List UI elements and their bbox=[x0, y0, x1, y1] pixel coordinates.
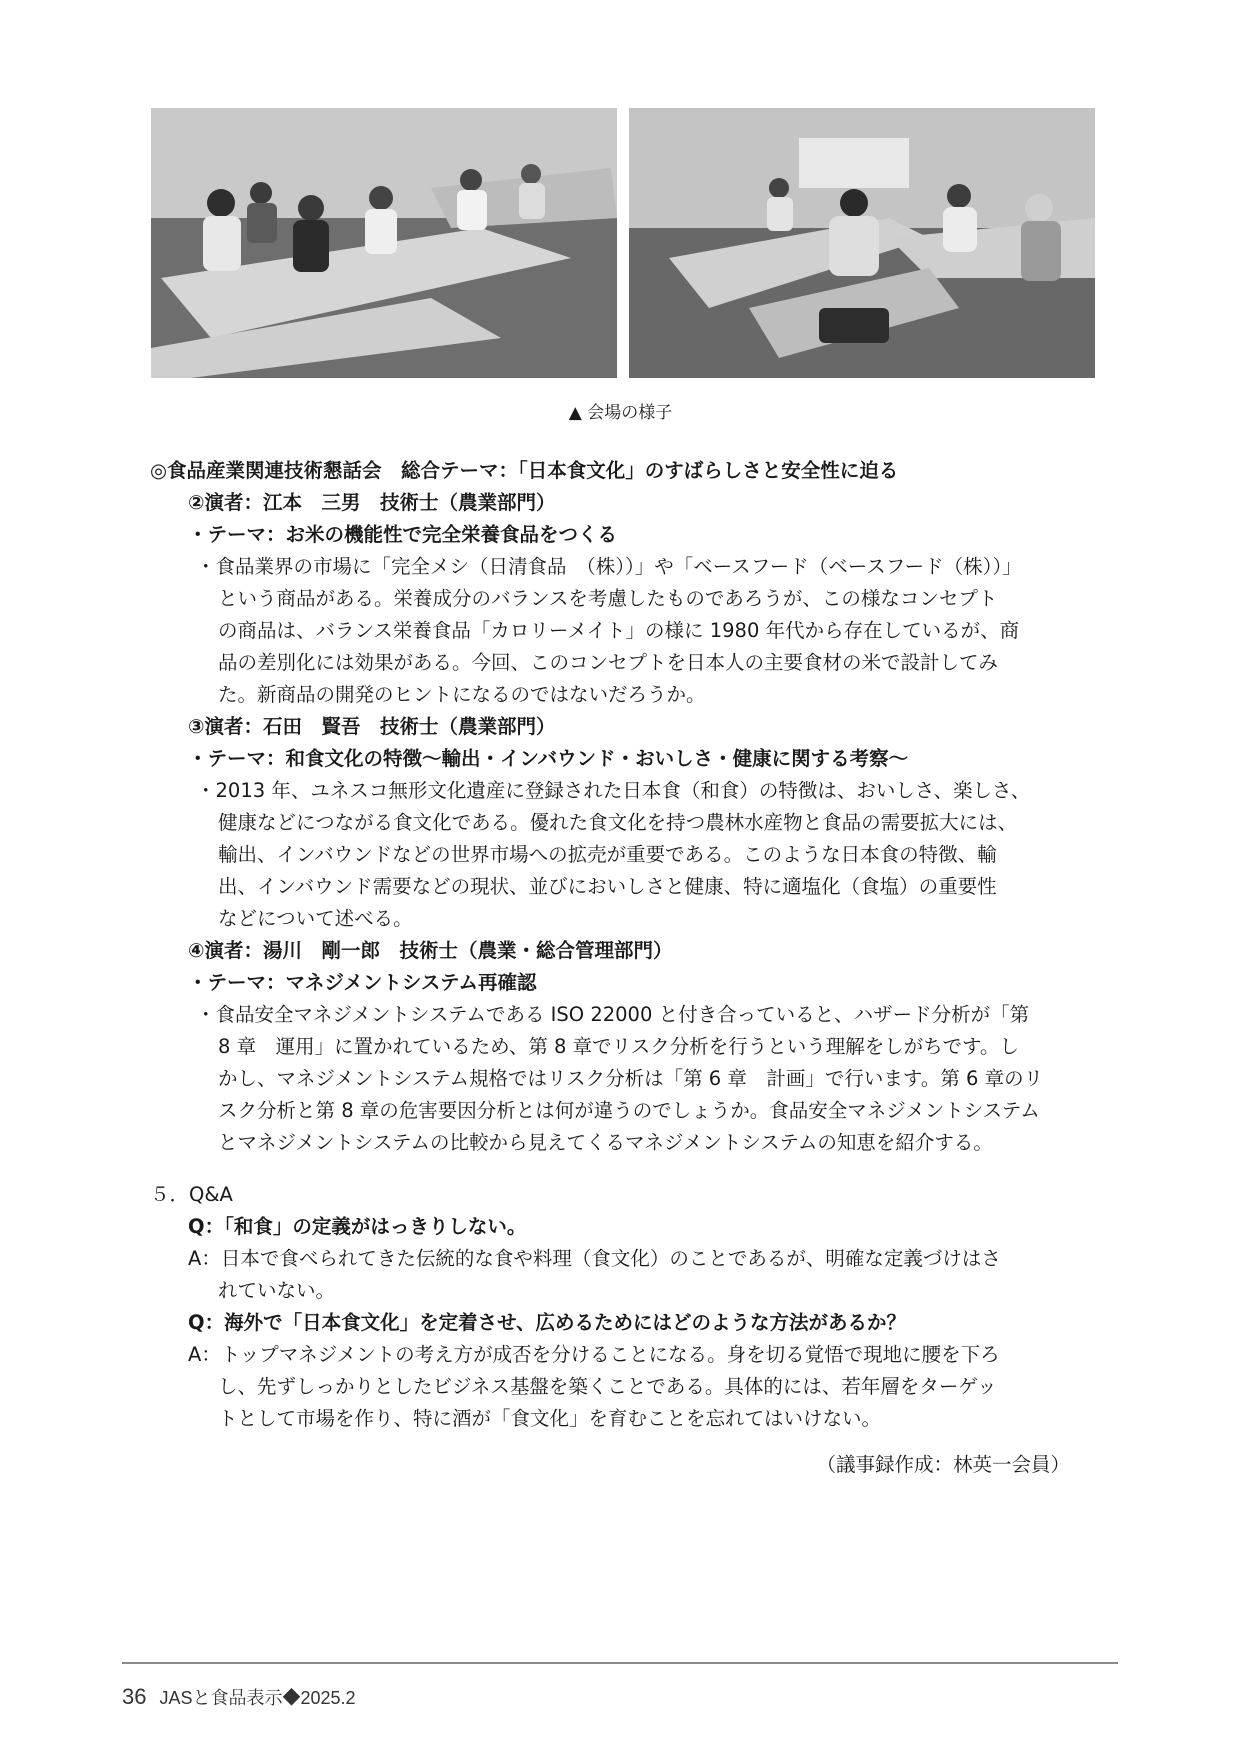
publication-name: JASと食品表示◆2025.2 bbox=[159, 1688, 356, 1708]
text-line: かし、マネジメントシステム規格ではリスク分析は「第 6 章 計画」で行います。第 6 章のリ bbox=[218, 1067, 1044, 1090]
text-line: 出、インバウンド需要などの現状、並びにおいしさと健康、特に適塩化（食塩）の重要性 bbox=[218, 875, 997, 898]
text-line: た。新商品の開発のヒントになるのではないだろうか。 bbox=[218, 683, 706, 706]
text-line: 輸出、インバウンドなどの世界市場への拡売が重要である。このような日本食の特徴、輸 bbox=[218, 843, 997, 866]
text-line: スク分析と第 8 章の危害要因分析とは何が違うのでしょうか。食品安全マネジメントシステム bbox=[218, 1099, 1040, 1122]
text-line: ・テーマ：マネジメントシステム再確認 bbox=[188, 971, 537, 994]
text-line: し、先ずしっかりとしたビジネス基盤を築くことである。具体的には、若年層をターゲッ bbox=[218, 1375, 997, 1398]
text-line: 健康などにつながる食文化である。優れた食文化を持つ農林水産物と食品の需要拡大には、 bbox=[218, 811, 1018, 834]
article-body bbox=[150, 455, 1100, 1481]
text-line: という商品がある。栄養成分のバランスを考慮したものであろうが、この様なコンセプト bbox=[218, 587, 998, 610]
text-line: ③演者：石田 賢吾 技術士（農業部門） bbox=[188, 715, 556, 738]
text-line: A：トップマネジメントの考え方が成否を分けることになる。身を切る覚悟で現地に腰を下ろ bbox=[188, 1343, 1000, 1366]
text-line: ④演者：湯川 剛一郎 技術士（農業・総合管理部門） bbox=[188, 939, 673, 962]
text-line: の商品は、バランス栄養食品「カロリーメイト」の様に 1980 年代から存在しているが、商 bbox=[218, 619, 1020, 642]
venue-photo-right bbox=[629, 108, 1095, 378]
page-footer bbox=[122, 1684, 356, 1710]
text-line: れていない。 bbox=[218, 1279, 336, 1302]
text-line: ◎食品産業関連技術懇話会 総合テーマ：「日本食文化」のすばらしさと安全性に迫る bbox=[150, 459, 899, 482]
text-line: トとして市場を作り、特に酒が「食文化」を育むことを忘れてはいけない。 bbox=[218, 1407, 882, 1430]
text-line: ・2013 年、ユネスコ無形文化遺産に登録された日本食（和食）の特徴は、おいしさ、楽しさ、 bbox=[196, 779, 1031, 802]
text-line: （議事録作成：林英一会員） bbox=[816, 1453, 1070, 1476]
text-line: ②演者：江本 三男 技術士（農業部門） bbox=[188, 491, 556, 514]
text-line: A：日本で食べられてきた伝統的な食や料理（食文化）のことであるが、明確な定義づけはさ bbox=[188, 1247, 1001, 1270]
text-line: Q：海外で「日本食文化」を定着させ、広めるためにはどのような方法があるか？ bbox=[188, 1311, 906, 1334]
text-line: 品の差別化には効果がある。今回、このコンセプトを日本人の主要食材の米で設計してみ bbox=[218, 651, 999, 674]
text-line: とマネジメントシステムの比較から見えてくるマネジメントシステムの知恵を紹介する。 bbox=[218, 1131, 993, 1154]
text-line: ・テーマ：お米の機能性で完全栄養食品をつくる bbox=[188, 523, 618, 546]
text-line: ・食品安全マネジメントシステムである ISO 22000 と付き合っていると、ハザード分析が「第 bbox=[196, 1003, 1030, 1026]
text-line: などについて述べる。 bbox=[218, 907, 413, 930]
text-line: 8 章 運用」に置かれているため、第 8 章でリスク分析を行うという理解をしがちです。し bbox=[218, 1035, 1019, 1058]
text-line: ５．Q&A bbox=[150, 1183, 233, 1206]
photo-caption: ▲ 会場の様子 bbox=[568, 403, 673, 423]
text-line: Q：「和食」の定義がはっきりしない。 bbox=[188, 1215, 527, 1238]
text-line: ・テーマ：和食文化の特徴～輸出・インバウンド・おいしさ・健康に関する考察～ bbox=[188, 747, 909, 770]
page-number: 36 bbox=[122, 1684, 147, 1709]
photo-row bbox=[151, 108, 1095, 378]
footer-rule bbox=[122, 1662, 1118, 1664]
text-line: ・食品業界の市場に「完全メシ（日清食品 （株））」や「ベースフード（ベースフード（株））」 bbox=[196, 555, 1022, 578]
venue-photo-left bbox=[151, 108, 617, 378]
